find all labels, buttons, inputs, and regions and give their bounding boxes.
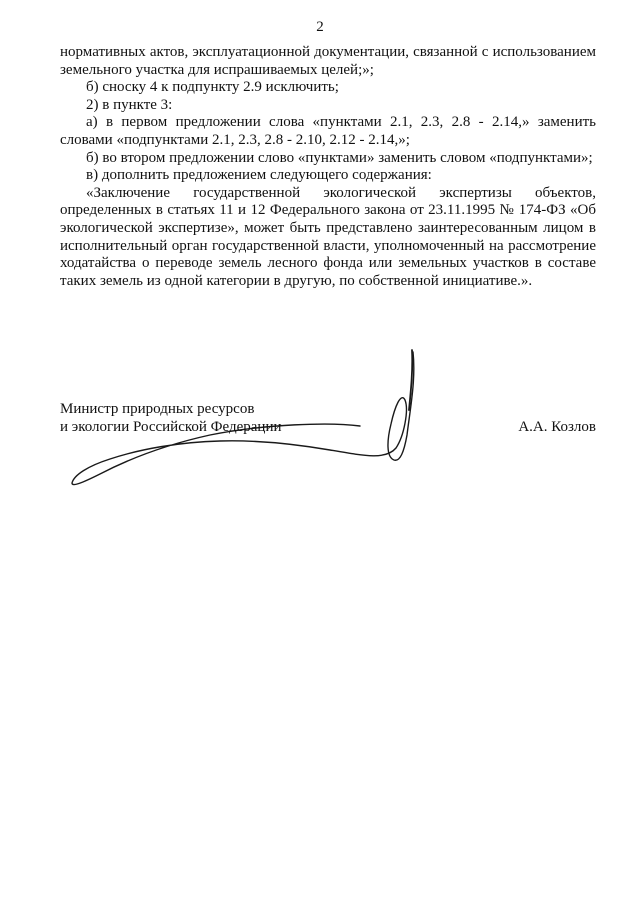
signatory-title bbox=[60, 400, 360, 436]
paragraph-item-v: в) дополнить предложением следующего содержания: bbox=[86, 167, 432, 184]
document-body bbox=[60, 44, 596, 290]
paragraph-item-b: б) во втором предложении слово «пунктами» заменить словом «подпунктами»; bbox=[86, 149, 593, 166]
paragraph-quoted-addition: «Заключение государственной экологической экспертизы объектов, определенных в статьях 11 и 12 Федерального закона от 23.11.1995 № 174-ФЗ «Об экологической экспертизе», может быть представлено заинтересованным лицом в исполнительный орган государственной власти, уполномоченный на рассмотрение ходатайства о переводе земель лесного фонда или земельных участков в составе таких земель из одной категории в другую, по собственной инициативе.». bbox=[60, 184, 596, 289]
signatory-title-line-2: и экологии Российской Федерации bbox=[60, 419, 282, 435]
paragraph-continuation: нормативных актов, эксплуатационной документации, связанной с использованием земельного участка для испрашиваемых целей;»; bbox=[60, 44, 596, 78]
paragraph-item-a: а) в первом предложении слова «пунктами 2.1, 2.3, 2.8 - 2.14,» заменить словами «подпунктами 2.1, 2.3, 2.8 - 2.10, 2.12 - 2.14,»; bbox=[60, 114, 596, 148]
page-number: 2 bbox=[316, 19, 324, 35]
signatory-name: А.А. Козлов bbox=[518, 419, 596, 435]
paragraph-item-2: 2) в пункте 3: bbox=[86, 96, 173, 113]
paragraph-item-b-footnote: б) сноску 4 к подпункту 2.9 исключить; bbox=[86, 79, 339, 96]
signatory-title-line-1: Министр природных ресурсов bbox=[60, 401, 255, 417]
